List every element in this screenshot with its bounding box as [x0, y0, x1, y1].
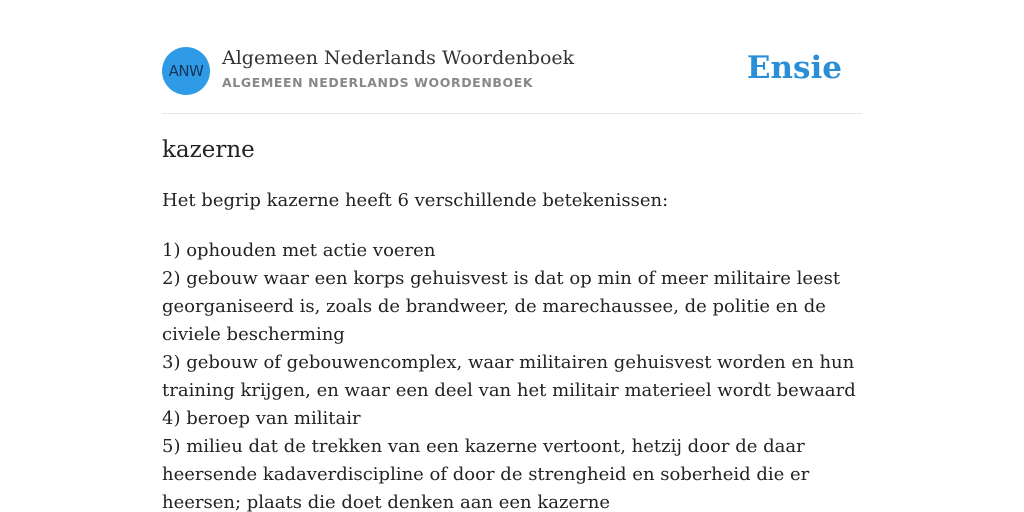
ensie-brand-logo[interactable]: Ensie: [746, 50, 842, 86]
entry-word: kazerne: [162, 137, 255, 163]
site-subtitle: ALGEMEEN NEDERLANDS WOORDENBOEK: [222, 75, 534, 90]
meanings-list: [162, 237, 862, 512]
meaning-item: 2) gebouw waar een korps gehuisvest is dat op min of meer militaire leest georganiseerd is, zoals de brandweer, de marechaussee, de politie en de civiele bescherming: [162, 268, 841, 345]
header-divider: [162, 113, 862, 114]
site-title[interactable]: Algemeen Nederlands Woordenboek: [222, 47, 575, 69]
meaning-item: 1) ophouden met actie voeren: [162, 240, 436, 261]
meaning-item: 4) beroep van militair: [162, 408, 361, 429]
site-header: [162, 47, 862, 95]
meaning-item: 3) gebouw of gebouwencomplex, waar militairen gehuisvest worden en hun training krijgen, en waar een deel van het militair materieel wordt bewaard: [162, 352, 856, 401]
meaning-item: 5) milieu dat de trekken van een kazerne vertoont, hetzij door de daar heersende kadaverdiscipline of door de strengheid en soberheid die er heersen; plaats die doet denken aan een kazerne: [162, 436, 810, 512]
anw-logo[interactable]: ANW: [162, 47, 210, 95]
entry-intro: Het begrip kazerne heeft 6 verschillende betekenissen:: [162, 190, 669, 211]
